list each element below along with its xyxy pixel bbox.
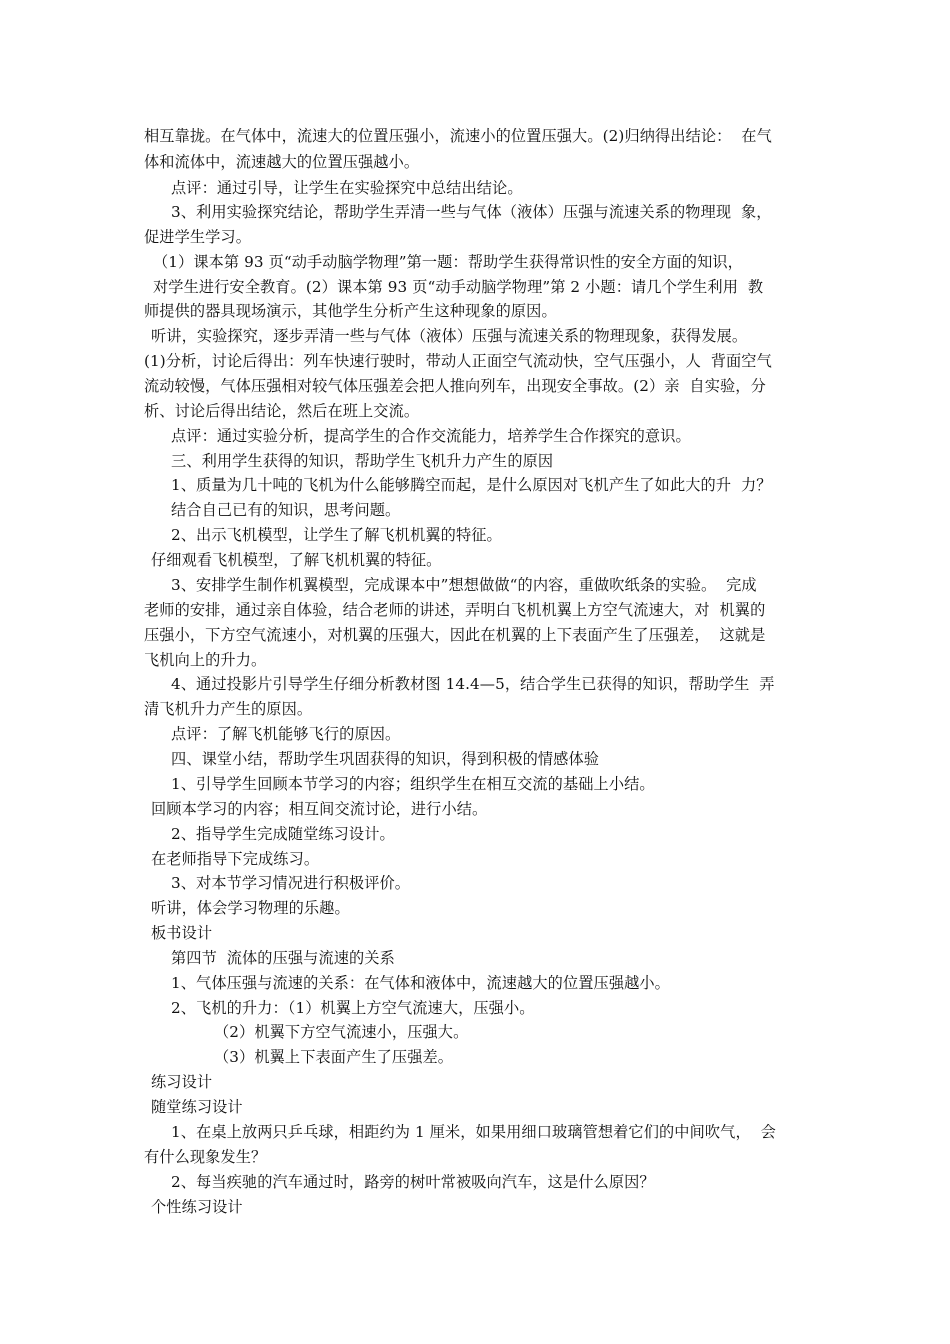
section-heading: 随堂练习设计 [151, 1098, 243, 1116]
text-line: 点评：通过引导，让学生在实验探究中总结出结论。 [171, 179, 523, 197]
text-line: 老师的安排，通过亲自体验，结合老师的讲述，弄明白飞机机翼上方空气流速大，对 机翼的 [144, 601, 766, 619]
board-title: 第四节 流体的压强与流速的关系 [171, 949, 395, 967]
text-line: 对学生进行安全教育。(2）课本第 93 页“动手动脑学物理”第 2 小题：请几个学生利用 教 [153, 278, 764, 296]
text-line: 2、指导学生完成随堂练习设计。 [171, 825, 395, 843]
text-line: 1、质量为几十吨的飞机为什么能够腾空而起，是什么原因对飞机产生了如此大的升 力？ [171, 476, 772, 494]
text-line: 压强小，下方空气流速小，对机翼的压强大，因此在机翼的上下表面产生了压强差， 这就是 [144, 626, 766, 644]
section-heading: 个性练习设计 [151, 1198, 243, 1216]
section-heading: 三、利用学生获得的知识，帮助学生飞机升力产生的原因 [171, 452, 554, 470]
text-line: 听讲，实验探究，逐步弄清一些与气体（液体）压强与流速关系的物理现象，获得发展。 [151, 327, 748, 345]
text-line: 在老师指导下完成练习。 [151, 850, 320, 868]
text-line: 相互靠拢。在气体中，流速大的位置压强小，流速小的位置压强大。(2)归纳得出结论： 在气 [144, 127, 772, 145]
text-line: 听讲，体会学习物理的乐趣。 [151, 899, 350, 917]
text-line: 回顾本学习的内容；相互间交流讨论，进行小结。 [151, 800, 488, 818]
text-line: （2）机翼下方空气流速小，压强大。 [214, 1023, 469, 1041]
text-line: 点评：通过实验分析，提高学生的合作交流能力，培养学生合作探究的意识。 [171, 427, 691, 445]
text-line: 4、通过投影片引导学生仔细分析教材图 14.4—5，结合学生已获得的知识，帮助学生 弄 [171, 675, 775, 693]
text-line: 促进学生学习。 [144, 228, 252, 246]
text-line: 流动较慢，气体压强相对较气体压强差会把人推向列车，出现安全事故。(2）亲 自实验，分 [144, 377, 766, 395]
section-heading: 练习设计 [151, 1073, 213, 1091]
text-line: 1、引导学生回顾本节学习的内容；组织学生在相互交流的基础上小结。 [171, 775, 655, 793]
text-line: 体和流体中，流速越大的位置压强越小。 [144, 153, 420, 171]
text-line: 3、对本节学习情况进行积极评价。 [171, 874, 411, 892]
text-line: (1)分析，讨论后得出：列车快速行驶时，带动人正面空气流动快，空气压强小，人 背面空气 [144, 352, 772, 370]
text-line: 2、每当疾驰的汽车通过时，路旁的树叶常被吸向汽车，这是什么原因？ [171, 1173, 655, 1191]
text-line: 师提供的器具现场演示，其他学生分析产生这种现象的原因。 [144, 302, 557, 320]
text-line: 点评：了解飞机能够飞行的原因。 [171, 725, 401, 743]
text-line: 飞机向上的升力。 [144, 651, 267, 669]
text-line: 结合自己已有的知识，思考问题。 [171, 501, 401, 519]
section-heading: 板书设计 [151, 924, 213, 942]
text-line: 析、讨论后得出结论，然后在班上交流。 [144, 402, 420, 420]
text-line: 有什么现象发生？ [144, 1148, 267, 1166]
text-line: 3、利用实验探究结论，帮助学生弄清一些与气体（液体）压强与流速关系的物理现 象， [171, 203, 772, 221]
text-line: 仔细观看飞机模型，了解飞机机翼的特征。 [151, 551, 442, 569]
text-line: 2、飞机的升力：（1）机翼上方空气流速大，压强小。 [171, 999, 535, 1017]
text-line: （1）课本第 93 页“动手动脑学物理”第一题：帮助学生获得常识性的安全方面的知识， [153, 253, 743, 271]
text-line: 1、气体压强与流速的关系：在气体和液体中，流速越大的位置压强越小。 [171, 974, 670, 992]
text-line: 1、在桌上放两只乒乓球，相距约为 1 厘米，如果用细口玻璃管想着它们的中间吹气， 会 [171, 1123, 776, 1141]
text-line: （3）机翼上下表面产生了压强差。 [214, 1048, 454, 1066]
section-heading: 四、课堂小结，帮助学生巩固获得的知识，得到积极的情感体验 [171, 750, 600, 768]
text-line: 3、安排学生制作机翼模型，完成课本中”想想做做“的内容，重做吹纸条的实验。 完成 [171, 576, 757, 594]
text-line: 清飞机升力产生的原因。 [144, 700, 313, 718]
text-line: 2、出示飞机模型，让学生了解飞机机翼的特征。 [171, 526, 502, 544]
